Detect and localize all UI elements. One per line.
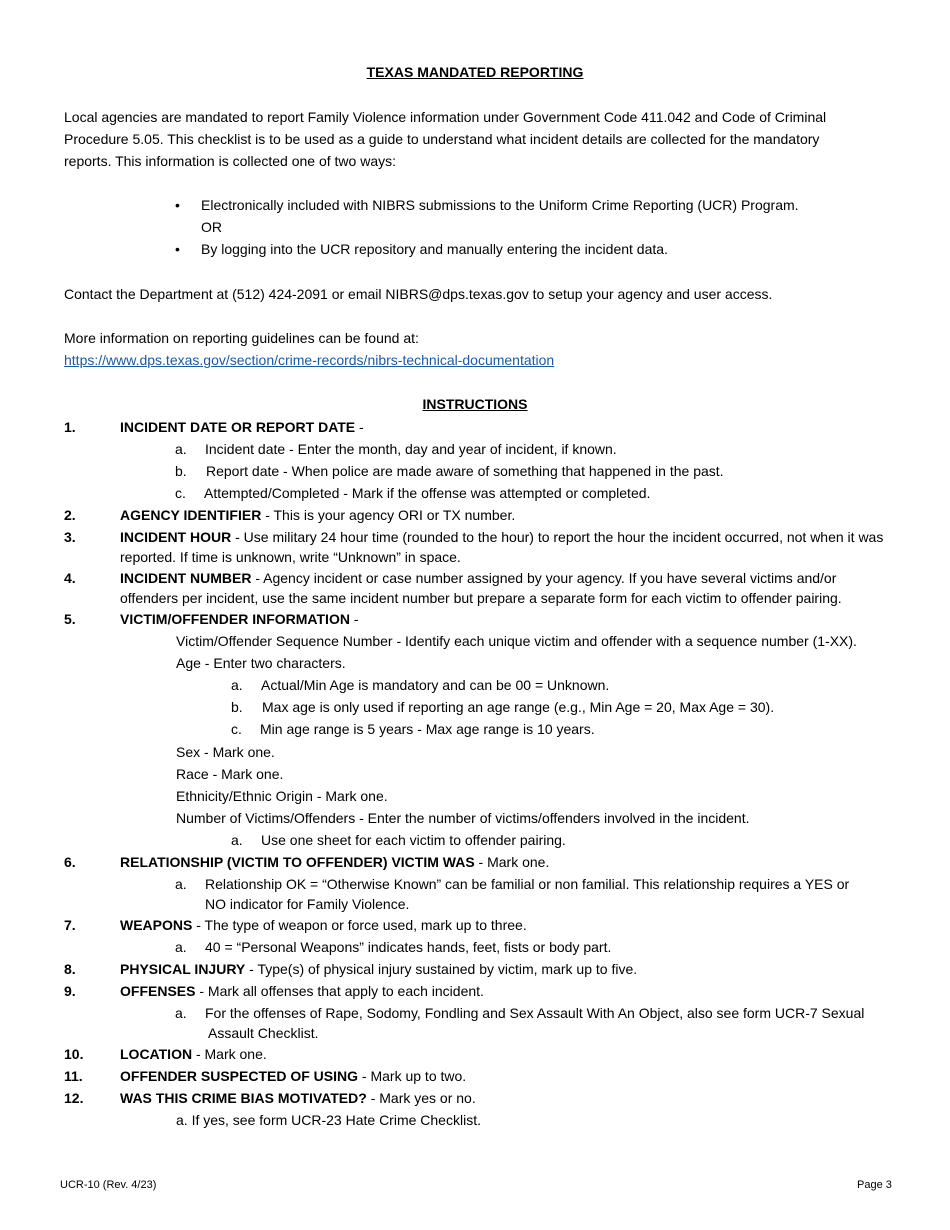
documentation-link[interactable]: https://www.dps.texas.gov/section/crime-records/nibrs-technical-documentation — [64, 352, 555, 368]
sequence-number-text: Victim/Offender Sequence Number - Identify each unique victim and offender with a sequence number (1-XX). — [176, 633, 857, 649]
item-offender-suspected: OFFENDER SUSPECTED OF USING - Mark up to two. — [120, 1068, 467, 1084]
item-incident-hour: INCIDENT HOUR - Use military 24 hour time (rounded to the hour) to report the hour the incident occurred, not when it was reported. If time is unknown, write “Unknown” in space. — [120, 529, 884, 565]
item-incident-number: INCIDENT NUMBER - Agency incident or case number assigned by your agency. If you have several victims and/or offenders per incident, use the same incident number but prepare a separate form for each victim to offender pairing. — [120, 570, 842, 606]
item-physical-injury: PHYSICAL INJURY - Type(s) of physical injury sustained by victim, mark up to five. — [120, 961, 638, 977]
more-info-text: More information on reporting guidelines can be found at: — [64, 330, 419, 346]
item-relationship: RELATIONSHIP (VICTIM TO OFFENDER) VICTIM WAS - Mark one. — [120, 854, 550, 870]
sub-item: a. For the offenses of Rape, Sodomy, Fondling and Sex Assault With An Object, also see form UCR-7 Sexual Assault Checklist. — [175, 1005, 865, 1041]
victim-count-text: Number of Victims/Offenders - Enter the number of victims/offenders involved in the incident. — [176, 810, 750, 826]
item-number: 1. — [64, 419, 76, 435]
instructions-heading: INSTRUCTIONS — [422, 396, 528, 412]
item-number: 9. — [64, 983, 76, 999]
page-number: Page 3 — [857, 1179, 892, 1191]
item-agency-identifier: AGENCY IDENTIFIER - This is your agency ORI or TX number. — [120, 507, 516, 523]
item-weapons: WEAPONS - The type of weapon or force used, mark up to three. — [120, 917, 527, 933]
sub-item: a. Relationship OK = “Otherwise Known” can be familial or non familial. This relationship requires a YES or NO indicator for Family Violence. — [175, 876, 850, 912]
item-number: 8. — [64, 961, 76, 977]
item-bias-motivated: WAS THIS CRIME BIAS MOTIVATED? - Mark yes or no. — [120, 1090, 476, 1106]
item-number: 6. — [64, 854, 76, 870]
sex-text: Sex - Mark one. — [176, 744, 275, 760]
item-incident-date: INCIDENT DATE OR REPORT DATE - — [120, 419, 364, 435]
item-number: 12. — [64, 1090, 84, 1106]
item-number: 2. — [64, 507, 76, 523]
item-victim-offender: VICTIM/OFFENDER INFORMATION - — [120, 611, 359, 627]
page-title: TEXAS MANDATED REPORTING — [366, 64, 584, 80]
hate-crime-note: a. If yes, see form UCR-23 Hate Crime Checklist. — [176, 1112, 481, 1128]
contact-text: Contact the Department at (512) 424-2091 or email NIBRS@dps.texas.gov to setup your agency and user access. — [64, 286, 773, 302]
intro-paragraph: Local agencies are mandated to report Family Violence information under Government Code 411.042 and Code of Criminal Procedure 5.05. This checklist is to be used as a guide to understand what incident details are collected for the mandatory reports. This information is collected one of two ways: — [64, 109, 827, 169]
item-number: 11. — [64, 1068, 83, 1084]
item-number: 3. — [64, 529, 76, 545]
item-number: 5. — [64, 611, 76, 627]
bullet-or: OR — [201, 219, 222, 235]
item-number: 7. — [64, 917, 76, 933]
bullet-icon: • — [175, 197, 180, 213]
item-location: LOCATION - Mark one. — [120, 1046, 267, 1062]
item-number: 10. — [64, 1046, 84, 1062]
form-number: UCR-10 (Rev. 4/23) — [60, 1179, 157, 1191]
ethnicity-text: Ethnicity/Ethnic Origin - Mark one. — [176, 788, 388, 804]
bullet-icon: • — [175, 241, 180, 257]
age-text: Age - Enter two characters. — [176, 655, 346, 671]
race-text: Race - Mark one. — [176, 766, 284, 782]
item-offenses: OFFENSES - Mark all offenses that apply to each incident. — [120, 983, 484, 999]
item-number: 4. — [64, 570, 76, 586]
